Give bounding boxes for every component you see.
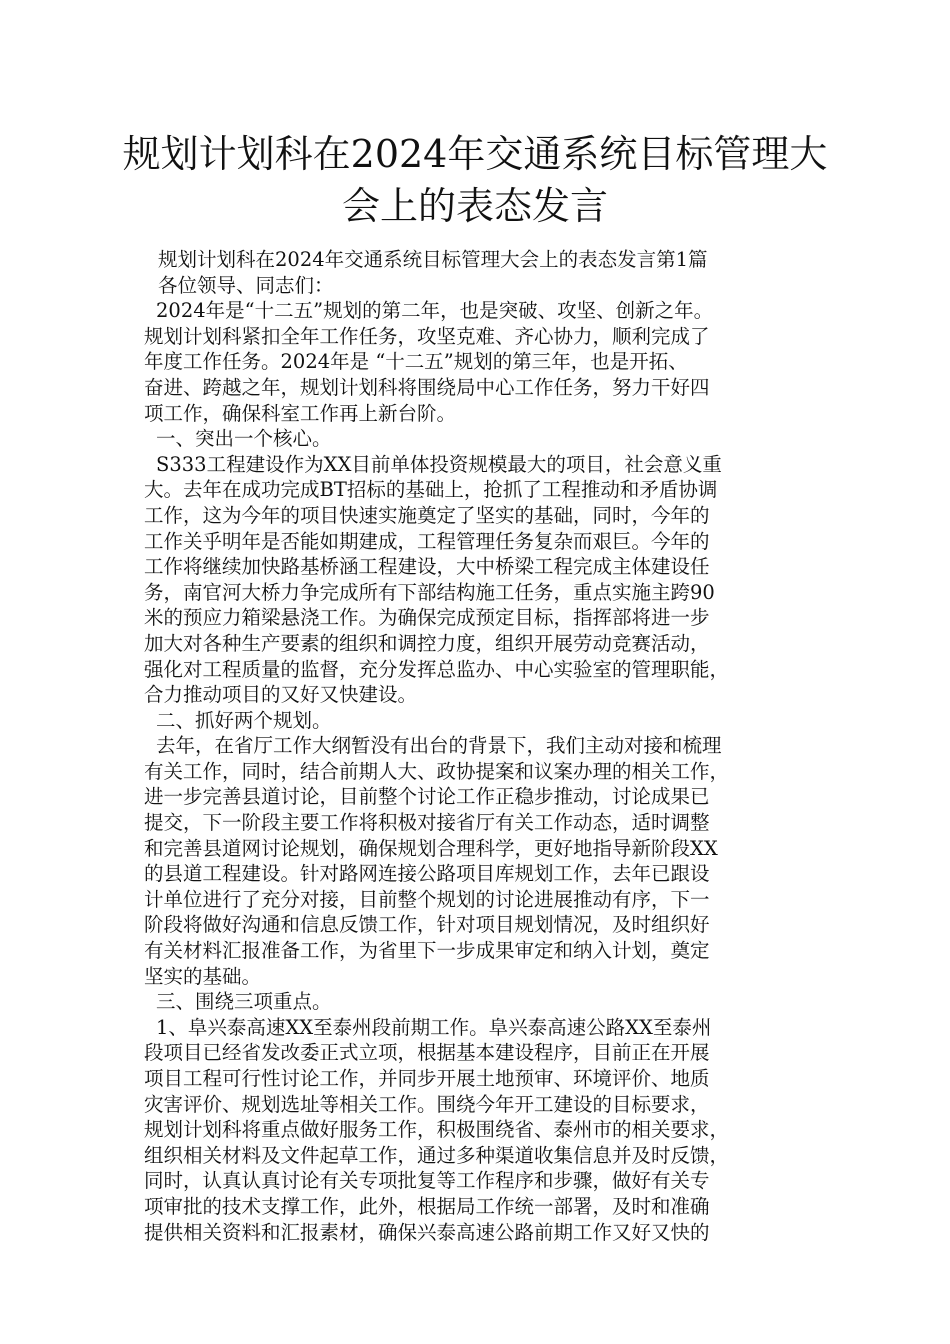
paragraph-line: 强化对工程质量的监督，充分发挥总监办、中心实验室的管理职能， bbox=[144, 657, 730, 681]
document-body bbox=[144, 247, 834, 1245]
document-subtitle bbox=[144, 247, 834, 273]
salutation bbox=[144, 273, 834, 299]
paragraph-line: 进一步完善县道讨论，目前整个讨论工作正稳步推动，讨论成果已 bbox=[144, 785, 710, 809]
paragraph-line: 有关材料汇报准备工作，为省里下一步成果审定和纳入计划，奠定 bbox=[144, 939, 710, 963]
heading-line: 一、突出一个核心。 bbox=[156, 427, 332, 451]
section-heading bbox=[144, 708, 834, 734]
paragraph-line: 有关工作，同时，结合前期人大、政协提案和议案办理的相关工作， bbox=[144, 759, 730, 783]
heading-line: 二、抓好两个规划。 bbox=[156, 708, 332, 732]
paragraph-line: 务，南官河大桥力争完成所有下部结构施工任务，重点实施主跨90 bbox=[144, 580, 715, 604]
paragraph bbox=[144, 298, 834, 426]
paragraph-line: 组织相关材料及文件起草工作，通过多种渠道收集信息并及时反馈， bbox=[144, 1143, 730, 1167]
paragraph-line: 工作关乎明年是否能如期建成，工程管理任务复杂而艰巨。今年的 bbox=[144, 529, 710, 553]
paragraph-line: 米的预应力箱梁悬浇工作。为确保完成预定目标，指挥部将进一步 bbox=[144, 606, 710, 630]
subtitle-line: 规划计划科在2024年交通系统目标管理大会上的表态发言第1篇 bbox=[158, 248, 708, 271]
paragraph bbox=[144, 733, 834, 989]
paragraph-line: 计单位进行了充分对接，目前整个规划的讨论进展推动有序，下一 bbox=[144, 887, 710, 911]
paragraph-line: 2024年是“十二五”规划的第二年，也是突破、攻坚、创新之年。 bbox=[156, 299, 714, 323]
section-heading bbox=[144, 426, 834, 452]
paragraph bbox=[144, 1015, 834, 1245]
paragraph-line: 合力推动项目的又好又快建设。 bbox=[144, 683, 418, 707]
paragraph-line: S333工程建设作为XX目前单体投资规模最大的项目，社会意义重 bbox=[156, 452, 722, 476]
paragraph-line: 大。去年在成功完成BT招标的基础上，抢抓了工程推动和矛盾协调 bbox=[144, 478, 718, 502]
paragraph-line: 奋进、跨越之年，规划计划科将围绕局中心工作任务，努力干好四 bbox=[144, 375, 710, 399]
paragraph-line: 的县道工程建设。针对路网连接公路项目库规划工作，去年已跟设 bbox=[144, 862, 710, 886]
paragraph-line: 去年，在省厅工作大纲暂没有出台的背景下，我们主动对接和梳理 bbox=[156, 734, 722, 758]
paragraph-line: 规划计划科紧扣全年工作任务，攻坚克难、齐心协力，顺利完成了 bbox=[144, 324, 710, 348]
heading-line: 三、围绕三项重点。 bbox=[156, 990, 332, 1014]
document-title bbox=[120, 128, 830, 232]
paragraph-line: 提供相关资料和汇报素材，确保兴泰高速公路前期工作又好又快的 bbox=[144, 1220, 710, 1244]
paragraph-line: 段项目已经省发改委正式立项，根据基本建设程序，目前正在开展 bbox=[144, 1041, 710, 1065]
paragraph-line: 提交，下一阶段主要工作将积极对接省厅有关工作动态，适时调整 bbox=[144, 811, 710, 835]
paragraph-line: 工作将继续加快路基桥涵工程建设，大中桥梁工程完成主体建设任 bbox=[144, 555, 710, 579]
paragraph-line: 项目工程可行性讨论工作，并同步开展土地预审、环境评价、地质 bbox=[144, 1067, 710, 1090]
paragraph-line: 工作，这为今年的项目快速实施奠定了坚实的基础，同时，今年的 bbox=[144, 503, 710, 527]
paragraph-line: 年度工作任务。2024年是 “十二五”规划的第三年，也是开拓、 bbox=[144, 350, 688, 374]
paragraph-line: 项工作，确保科室工作再上新台阶。 bbox=[144, 401, 457, 425]
title-line: 规划计划科在2024年交通系统目标管理大 bbox=[122, 132, 828, 176]
paragraph-line: 加大对各种生产要素的组织和调控力度，组织开展劳动竞赛活动， bbox=[144, 631, 710, 655]
paragraph-line: 规划计划科将重点做好服务工作，积极围绕省、泰州市的相关要求， bbox=[144, 1118, 730, 1142]
paragraph-line: 同时，认真认真讨论有关专项批复等工作程序和步骤，做好有关专 bbox=[144, 1169, 710, 1193]
paragraph-line: 1、阜兴泰高速XX至泰州段前期工作。阜兴泰高速公路XX至泰州 bbox=[156, 1015, 712, 1039]
salutation-line: 各位领导、同志们： bbox=[158, 273, 334, 297]
paragraph-line: 灾害评价、规划选址等相关工作。围绕今年开工建设的目标要求， bbox=[144, 1092, 710, 1116]
paragraph-line: 和完善县道网讨论规划，确保规划合理科学，更好地指导新阶段XX bbox=[144, 836, 718, 860]
paragraph-line: 阶段将做好沟通和信息反馈工作，针对项目规划情况，及时组织好 bbox=[144, 913, 710, 937]
title-line: 会上的表态发言 bbox=[341, 184, 608, 228]
paragraph-line: 项审批的技术支撑工作，此外，根据局工作统一部署，及时和准确 bbox=[144, 1194, 710, 1218]
section-heading bbox=[144, 989, 834, 1015]
paragraph bbox=[144, 452, 834, 708]
paragraph-line: 坚实的基础。 bbox=[144, 964, 262, 988]
